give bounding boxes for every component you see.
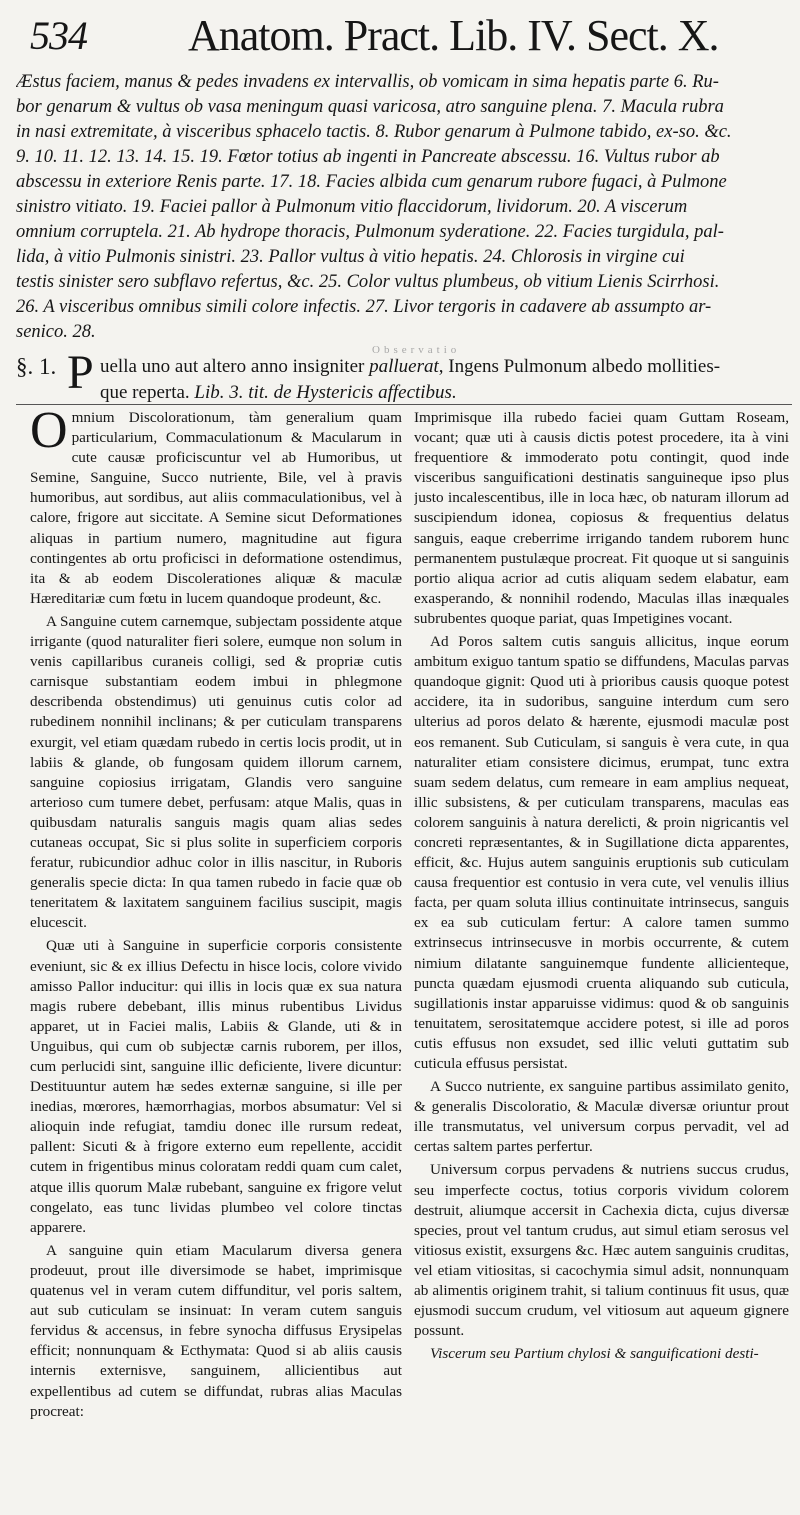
summary-line: abscessu in exteriore Renis parte. 17. 18. Facies albida cum genarum rubore fugaci, à Pulmone (16, 172, 727, 192)
page-header (30, 10, 790, 62)
paragraph: Omnium Discolorationum, tàm generalium quam particularium, Commaculationum & Macularum in cute causæ proficiscuntur vel ab Humoribus, ut Semine, Sanguine, Succo nutriente, Bile, vel à pravis humoribus, aut sordibus, aut aliis commaculationibus, vel à calore, frigore aut siccitate. A Semine sicut Deformationes aliquas in partium numero, magnitudine aut figura contingentes ab ortu proficisci in deformatione ostendimus, ita & ab eodem Discolerationes aliquæ & maculæ Hæreditariæ cum fœtu in lucem quandoque prodeunt, &c. (30, 408, 402, 607)
page-number: 534 (30, 13, 87, 58)
paragraph: A sanguine quin etiam Macularum diversa genera prodeuut, prout ille diversimode se habet, imprimisque quatenus vel in veram cutem diffunditur, vel poris saltem, aut sub cuticulam se insinuat: In veram cutem sanguis fervidus & accensus, in febre synocha diffusus Erysipelas efficit; nonnunquam & Ecthymata: Quod si ab aliis causis internis externisve, sanguinem, allicientibus aut expellentibus ad cutem se diffundat, rubras alias Maculas procreat: (30, 1241, 402, 1420)
summary-line: sinistro vitiato. 19. Faciei pallor à Pulmonum vitio flaccidorum, lividorum. 20. A viscerum (16, 197, 688, 217)
right-column (414, 408, 789, 1508)
observatio-label: Observatio (372, 344, 461, 356)
section-line-2: que reperta. Lib. 3. tit. de Hystericis affectibus. (100, 382, 457, 403)
paragraph: Quæ uti à Sanguine in superficie corporis consistente eveniunt, sic & ex illius Defectu in hisce locis, colore vivido amisso Pallor inducitur: qui illis in locis quæ ex sua natura magis rubere debebant, illis minus rubentibus Lividus apparet, ut in Faciei malis, Labiis & Glande, uti & in Unguibus, qui cum ob subjectæ carnis ruborem, per illos, cum perlucidi sint, sanguine illic deficiente, livere dicuntur: Destituuntur autem hæ sedes externæ sanguine, si ille per inedias, mœrores, hæmorrhagias, morbos absumatur: Vel si alioquin inde refugiat, tamdiu donec ille rursum redeat, pallent: Sicuti & à frigore externo eum repellente, accidit cutem in frigentibus minus coloratam reddi quam cum calet, atque illis quorum Malæ rubebant, sanguine ex frigore velut congelato, eas tunc lividas plumbeo vel colore tinctas apparere. (30, 937, 402, 1236)
section-number: §. 1. (16, 354, 57, 379)
section-line-1: uella uno aut altero anno insigniter palluerat, Ingens Pulmonum albedo mollities- (100, 356, 721, 377)
summary-line: omnium corruptela. 21. Ab hydrope thoracis, Pulmonum syderatione. 22. Facies turgidula, pal- (16, 222, 724, 242)
summary-line: testis sinister sero subflavo refertus, &c. 25. Color vultus plumbeus, ob vitium Lienis Scirrhosi. (16, 272, 720, 292)
summary-line: 9. 10. 11. 12. 13. 14. 15. 19. Fœtor totius ab ingenti in Pancreate abscessu. 16. Vultus rubor ab (16, 147, 720, 167)
summary-line: Æstus faciem, manus & pedes invadens ex intervallis, ob vomicam in sima hepatis parte 6. Ru- (16, 72, 719, 92)
paragraph: Imprimisque illa rubedo faciei quam Guttam Roseam, vocant; quæ uti à causis dictis potest procedere, ita à vini frequentiore & immoderato potu contingit, quod inde visceribus sanguificationi destinatis sanguineque ipso plus justo incalescentibus, ille in loca hæc, ob naturam illorum ad suscipiendum idonea, copiosus & frequentius delatus sanguis, eaque creberrime irrigando tandem ruborem hunc permanentem pustulæque procreat. Fit quoque ut si sanguinis portio aliqua acrior ad cutis aliquam sedem elabatur, eam exasperando, & nonnihil rodendo, Maculas illas inæquales subrubentes quoque pariat, quas Impetigines vocant. (414, 409, 789, 627)
summary-line: senico. 28. (16, 322, 96, 342)
summary-line: lida, à vitio Pulmonis sinistri. 23. Pallor vultus à vitio hepatis. 24. Chlorosis in virgine cui (16, 247, 685, 267)
running-title: Anatom. Pract. Lib. IV. Sect. X. (188, 11, 719, 60)
paragraph: Universum corpus pervadens & nutriens succus crudus, seu imperfecte coctus, totius corporis vividum colorem destruit, aliumque accersit in Cachexia dicta, cujus diversæ species, prout vel tantum crudus, aut simul etiam serosus vel vitiosus existit, exsurgens &c. Hæc autem sanguinis cruditas, vel etiam vitiositas, si cacochymia simul adsit, nonnunquam ab alimentis originem trahit, si talium continuus fit usus, quæ ejusmodi succum crudum, vel vitiosum aut aqueum gignere possunt. (414, 1161, 789, 1340)
chapter-summary (16, 70, 776, 345)
paragraph: Viscerum seu Partium chylosi & sanguificationi desti- (430, 1345, 759, 1363)
summary-line: in nasi extremitate, à visceribus sphacelo tactis. 8. Rubor genarum à Pulmone tabido, ex-so. &c. (16, 122, 732, 142)
divider (16, 404, 792, 405)
summary-line: bor genarum & vultus ob vasa meningum quasi varicosa, atro sanguine plena. 7. Macula rubra (16, 97, 724, 117)
paragraph-dropcap: O (30, 408, 68, 459)
section-dropcap: P (67, 346, 94, 399)
summary-line: 26. A visceribus omnibus simili colore infectis. 27. Livor tergoris in cadavere ab assumpto ar- (16, 297, 712, 317)
paragraph: Ad Poros saltem cutis sanguis allicitus, inque eorum ambitum exiguo tantum spatio se diffundens, Maculas parvas quandoque gignit: Quod uti à prioribus causis quoque potest accidere, ita in sudoribus, sanguine interdum cum sero ulterius ad poros delato & hærente, ejusmodi maculæ post eos remanent. Sub Cuticulam, si sanguis è vera cute, in qua naturaliter etiam consistere dicimus, erumpat, tunc extra suam sedem delatus, cum remeare in eam amplius nequeat, illic subsistens, & per cuticulam transparens, maculas eas colorem sanguinis à natura derelicti, & proin nigricantis vel concreti repræsentantes, & in Sugillatione dicta apparentes, efficit, &c. Hujus autem sanguinis eruptionis sub cuticulam causa frequentior est contusio in vera cute, vel venulis illius facta, per quam soluta illius continuitate intrinsecus, sanguis ex ea sub cuticulam fertur: A calore tamen summo extrinsecus intrinsecusve in morbis occurrente, & cutem nimium dilatante sanguinemque fundente allicienteque, puncta quædam ejusmodi cruenta aliquando sub cuticula, sugillationis instar apparuisse vidimus: quod & ob sanguinis tenuitatem, serositatemque accidere potest, si ille ad poros cutis effusus non exsudet, sed illic veluti guttatim sub cuticula effusus persistat. (414, 633, 789, 1072)
paragraph: A Sanguine cutem carnemque, subjectam possidente atque irrigante (quod naturaliter fieri solere, eumque non solum in venis capillaribus curaneis colligi, sed & propriæ cutis carnisque substantiam eodem imbui in phlegmone describenda obstendimus) uti genuinus cutis color ad rubedinem nonnihil inclinans; & per cuticulam transparens exurgit, vel etiam quædam rubedo in certis locis prodit, ut in labiis & glande, ob fungosam quidem illorum carnem, sanguine copiosius irrigatam, Glandis vero sanguine arterioso cum tumere debet, perfusam: atque Malis, quas in quibusdam naturalis sanguis magis quam alias sedes cutaneas occupat, Sic si plus solite in superficiem corporis feratur, rubicundior adhuc color in illis nascitur, in Ruboris generalis specie dicta: In qua tamen rubedo in facie quæ ob teneritatem & laxitatem sanguinem facilius suscipit, magis elucescit. (30, 612, 402, 932)
paragraph: A Succo nutriente, ex sanguine partibus assimilato genito, & generalis Discoloratio, & Maculæ diversæ oriuntur prout ille transmutatus, vel universum corpus pervadit, vel ad certas saltem partes perfertur. (414, 1078, 789, 1156)
left-column (30, 408, 402, 1508)
